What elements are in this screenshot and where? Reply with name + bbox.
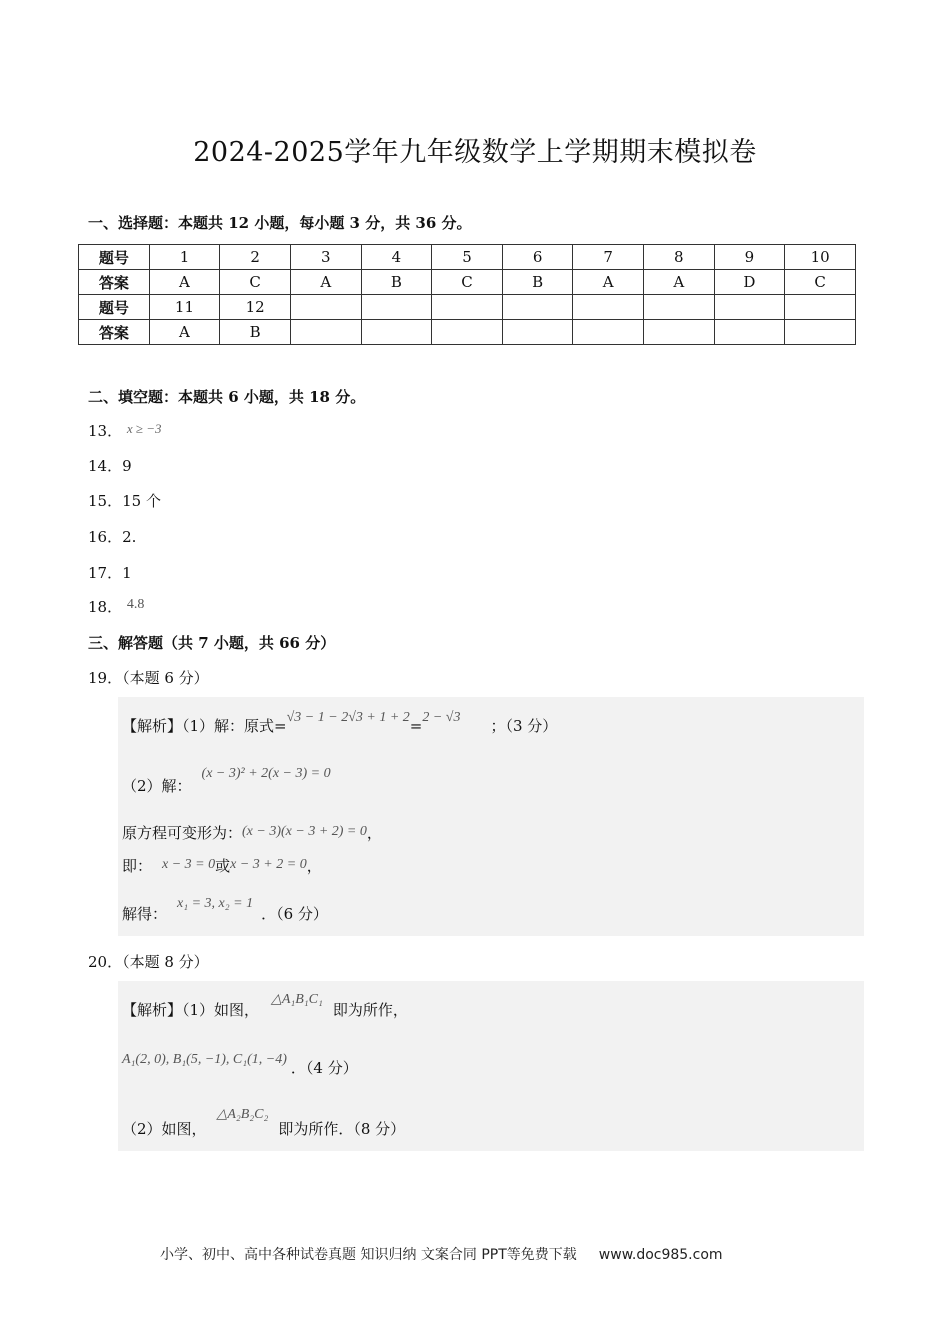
table-cell: C (220, 270, 291, 295)
table-cell (361, 320, 432, 345)
table-cell (644, 295, 715, 320)
solution-line (122, 822, 382, 843)
solution-line (122, 992, 408, 1020)
table-cell: 10 (785, 245, 856, 270)
table-cell: 8 (644, 245, 715, 270)
item-number: 15． (88, 492, 123, 510)
solution-text: 【解析】（1）解：原式= (122, 717, 287, 735)
solution-text: ；（3 分） (490, 717, 558, 735)
table-cell (502, 320, 573, 345)
footer-site-link[interactable]: www.doc985.com (598, 1247, 723, 1263)
fill-item-18 (88, 596, 144, 617)
solution-text: 即为所作．（8 分） (278, 1120, 406, 1138)
table-cell: 9 (714, 245, 785, 270)
row-label: 答案 (79, 270, 150, 295)
table-cell (361, 295, 432, 320)
table-row (79, 245, 856, 270)
table-cell: B (220, 320, 291, 345)
solution-line (122, 896, 328, 924)
solution-text: = (409, 717, 423, 735)
table-cell: 6 (502, 245, 573, 270)
solution-text: 或 (215, 857, 231, 875)
table-cell (432, 295, 503, 320)
math-expression: (x − 3)² + 2(x − 3) = 0 (201, 766, 331, 781)
answer-table (78, 244, 856, 345)
fill-item-15 (88, 490, 161, 511)
solution-box-19 (118, 697, 864, 936)
row-label: 题号 (79, 245, 150, 270)
page-footer (160, 1244, 723, 1264)
table-cell: A (644, 270, 715, 295)
table-cell (785, 295, 856, 320)
table-cell: 5 (432, 245, 503, 270)
item-answer: 1 (122, 564, 132, 582)
fill-item-16 (88, 526, 136, 547)
table-cell (714, 320, 785, 345)
table-cell: B (502, 270, 573, 295)
math-expression: △A₂B₂C₂ (216, 1107, 269, 1122)
solution-text: 即： (122, 857, 153, 875)
solution-line (122, 1107, 406, 1139)
math-expression: x₁ = 3, x₂ = 1 (177, 896, 254, 911)
item-number: 13． (88, 422, 123, 440)
table-cell: 7 (573, 245, 644, 270)
table-cell (290, 295, 361, 320)
item-number: 16． (88, 528, 123, 546)
table-cell: D (714, 270, 785, 295)
table-cell: 11 (149, 295, 220, 320)
table-row (79, 270, 856, 295)
table-cell (573, 295, 644, 320)
solution-text: （2）解： (122, 777, 192, 795)
section-heading-solve: 三、解答题（共 7 小题，共 66 分） (88, 634, 336, 652)
table-cell: A (290, 270, 361, 295)
math-expression: A₁(2, 0), B₁(5, −1), C₁(1, −4) (122, 1052, 287, 1067)
table-row (79, 320, 856, 345)
item-answer: 4.8 (126, 597, 145, 612)
math-expression: (x − 3)(x − 3 + 2) = 0 (242, 824, 367, 839)
table-row (79, 295, 856, 320)
math-expression: √3 − 1 − 2√3 + 1 + 2 (286, 710, 410, 725)
question-19-head: 19．（本题 6 分） (88, 669, 209, 687)
solution-text: 即为所作， (332, 1001, 408, 1019)
table-cell: A (573, 270, 644, 295)
table-cell: 4 (361, 245, 432, 270)
solution-box-20 (118, 981, 864, 1151)
table-cell: C (432, 270, 503, 295)
solution-text: 解得： (122, 905, 168, 923)
fill-item-13 (88, 420, 162, 441)
table-cell: 1 (149, 245, 220, 270)
table-cell (644, 320, 715, 345)
item-number: 18． (88, 598, 123, 616)
table-cell: 12 (220, 295, 291, 320)
table-cell: 2 (220, 245, 291, 270)
row-label: 题号 (79, 295, 150, 320)
item-answer: 9 (122, 457, 132, 475)
table-cell: A (149, 270, 220, 295)
solution-text: ， (306, 857, 322, 875)
table-cell (573, 320, 644, 345)
table-cell (714, 295, 785, 320)
row-label: 答案 (79, 320, 150, 345)
table-cell (785, 320, 856, 345)
table-cell (432, 320, 503, 345)
table-cell (290, 320, 361, 345)
table-cell: B (361, 270, 432, 295)
solution-line (122, 766, 331, 796)
footer-text: 小学、初中、高中各种试卷真题 知识归纳 文案合同 PPT等免费下载 (160, 1247, 577, 1263)
table-cell: A (149, 320, 220, 345)
question-20-head: 20．（本题 8 分） (88, 953, 209, 971)
solution-text: （2）如图， (122, 1120, 207, 1138)
page-title: 2024-2025学年九年级数学上学期期末模拟卷 (193, 137, 757, 168)
item-number: 14． (88, 457, 123, 475)
math-expression: x − 3 + 2 = 0 (230, 857, 307, 872)
item-answer: 15 个 (122, 492, 161, 510)
section-heading-fill: 二、填空题：本题共 6 小题，共 18 分。 (88, 388, 366, 406)
solution-text: ， (366, 824, 382, 842)
solution-line (122, 1052, 358, 1078)
solution-text: ．（6 分） (261, 905, 328, 923)
fill-item-17 (88, 562, 132, 583)
item-answer: x ≥ −3 (126, 421, 162, 436)
fill-item-14 (88, 455, 132, 476)
section-heading-choice: 一、选择题：本题共 12 小题，每小题 3 分，共 36 分。 (88, 214, 472, 232)
math-expression: 2 − √3 (422, 710, 461, 725)
solution-line (122, 855, 322, 876)
solution-line (122, 710, 558, 736)
solution-text: 原方程可变形为： (122, 824, 243, 842)
math-expression: △A₁B₁C₁ (271, 992, 323, 1007)
table-cell (502, 295, 573, 320)
solution-text: ．（4 分） (290, 1059, 358, 1077)
table-cell: 3 (290, 245, 361, 270)
item-answer: 2. (122, 528, 137, 546)
table-cell: C (785, 270, 856, 295)
math-expression: x − 3 = 0 (162, 857, 216, 872)
solution-text: 【解析】（1）如图， (122, 1001, 260, 1019)
item-number: 17． (88, 564, 123, 582)
